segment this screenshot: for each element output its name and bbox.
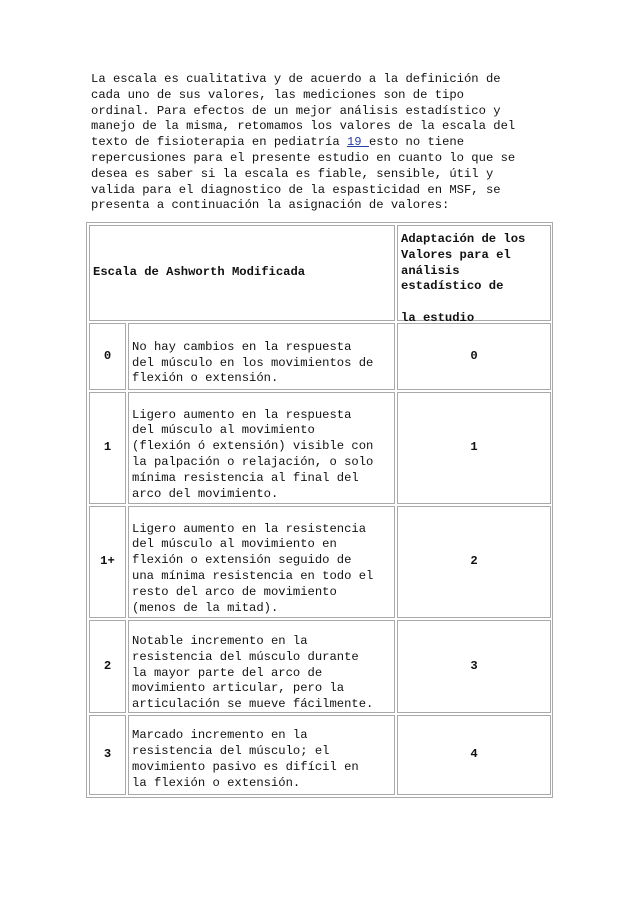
header-adaptation-line: estadístico de bbox=[401, 279, 504, 294]
value-label: 0 bbox=[470, 348, 478, 363]
description-line: Ligero aumento en la respuesta bbox=[132, 407, 352, 422]
header-scale-cell bbox=[89, 225, 395, 321]
description-line: una mínima resistencia en todo el bbox=[132, 569, 374, 583]
intro-line: desea es saber si la escala es fiable, sensible, útil y bbox=[91, 166, 494, 181]
value-label: 2 bbox=[470, 554, 478, 569]
grade-label: 3 bbox=[103, 747, 112, 762]
value-cell bbox=[397, 715, 551, 795]
description-line: (flexión ó extensión) visible con bbox=[132, 439, 374, 454]
ashworth-table bbox=[86, 222, 553, 798]
description-line: la mayor parte del arco de bbox=[132, 665, 323, 680]
value-cell bbox=[397, 506, 551, 618]
description-cell bbox=[128, 392, 395, 504]
intro-line: valida para el diagnostico de la espasticidad en MSF, se bbox=[91, 182, 501, 197]
description-line: la flexión o extensión. bbox=[132, 775, 301, 790]
description-line: Ligero aumento en la resistencia bbox=[132, 521, 367, 536]
description-line: resistencia del músculo; el bbox=[132, 744, 330, 759]
grade-cell bbox=[89, 715, 126, 795]
intro-line: repercusiones para el presente estudio en cuanto lo que se bbox=[91, 150, 516, 165]
value-cell bbox=[397, 323, 551, 390]
value-label: 3 bbox=[470, 658, 478, 673]
grade-cell bbox=[89, 620, 126, 713]
description-line: flexión o extensión seguido de bbox=[132, 553, 352, 568]
intro-line: ordinal. Para efectos de un mejor análisis estadístico y bbox=[91, 103, 501, 118]
intro-line: presenta a continuación la asignación de valores: bbox=[91, 198, 450, 213]
header-adaptation-line: Adaptación de los bbox=[401, 232, 526, 246]
description-cell bbox=[128, 620, 395, 713]
value-label: 1 bbox=[470, 440, 478, 455]
intro-line: La escala es cualitativa y de acuerdo a la definición de bbox=[91, 72, 501, 86]
intro-paragraph bbox=[91, 72, 561, 214]
grade-cell bbox=[89, 392, 126, 504]
intro-line: texto de fisioterapia en pediatría bbox=[91, 135, 347, 150]
intro-line: esto no tiene bbox=[368, 135, 465, 150]
grade-label: 1+ bbox=[100, 554, 115, 569]
header-adaptation-cell bbox=[397, 225, 551, 325]
description-cell bbox=[128, 715, 395, 795]
description-line: la palpación o relajación, o solo bbox=[132, 455, 374, 469]
intro-line: manejo de la misma, retomamos los valores de la escala del bbox=[91, 119, 516, 134]
description-cell bbox=[128, 323, 395, 390]
description-line: movimiento articular, pero la bbox=[132, 681, 345, 696]
description-line: articulación se mueve fácilmente. bbox=[132, 697, 374, 712]
description-line: Marcado incremento en la bbox=[132, 728, 308, 743]
grade-label: 1 bbox=[103, 440, 112, 455]
description-line: resto del arco de movimiento bbox=[132, 584, 337, 599]
intro-line: cada uno de sus valores, las mediciones son de tipo bbox=[91, 87, 464, 102]
description-line: No hay cambios en la respuesta bbox=[132, 339, 352, 354]
grade-cell bbox=[89, 506, 126, 618]
description-line: del músculo al movimiento bbox=[132, 423, 315, 438]
grade-label: 2 bbox=[103, 658, 112, 673]
description-line: del músculo al movimiento en bbox=[132, 537, 337, 552]
description-line: Notable incremento en la bbox=[132, 634, 308, 649]
header-scale-label: Escala de Ashworth Modificada bbox=[93, 265, 306, 280]
description-line: (menos de la mitad). bbox=[132, 600, 279, 615]
description-cell bbox=[128, 506, 395, 618]
description-line: del músculo en los movimientos de bbox=[132, 355, 374, 370]
value-cell bbox=[397, 392, 551, 504]
header-adaptation-line: análisis bbox=[401, 263, 460, 278]
description-line: movimiento pasivo es difícil en bbox=[132, 760, 359, 774]
description-line: resistencia del músculo durante bbox=[132, 649, 359, 664]
header-adaptation-line: Valores para el bbox=[401, 247, 511, 262]
description-line: flexión o extensión. bbox=[132, 371, 279, 386]
description-line: mínima resistencia al final del bbox=[132, 470, 359, 485]
value-cell bbox=[397, 620, 551, 713]
reference-link[interactable]: 19 bbox=[346, 135, 369, 150]
value-label: 4 bbox=[470, 747, 478, 762]
grade-cell bbox=[89, 323, 126, 390]
description-line: arco del movimiento. bbox=[132, 486, 279, 501]
grade-label: 0 bbox=[103, 348, 112, 363]
header-adaptation-line: la estudio bbox=[401, 310, 475, 325]
